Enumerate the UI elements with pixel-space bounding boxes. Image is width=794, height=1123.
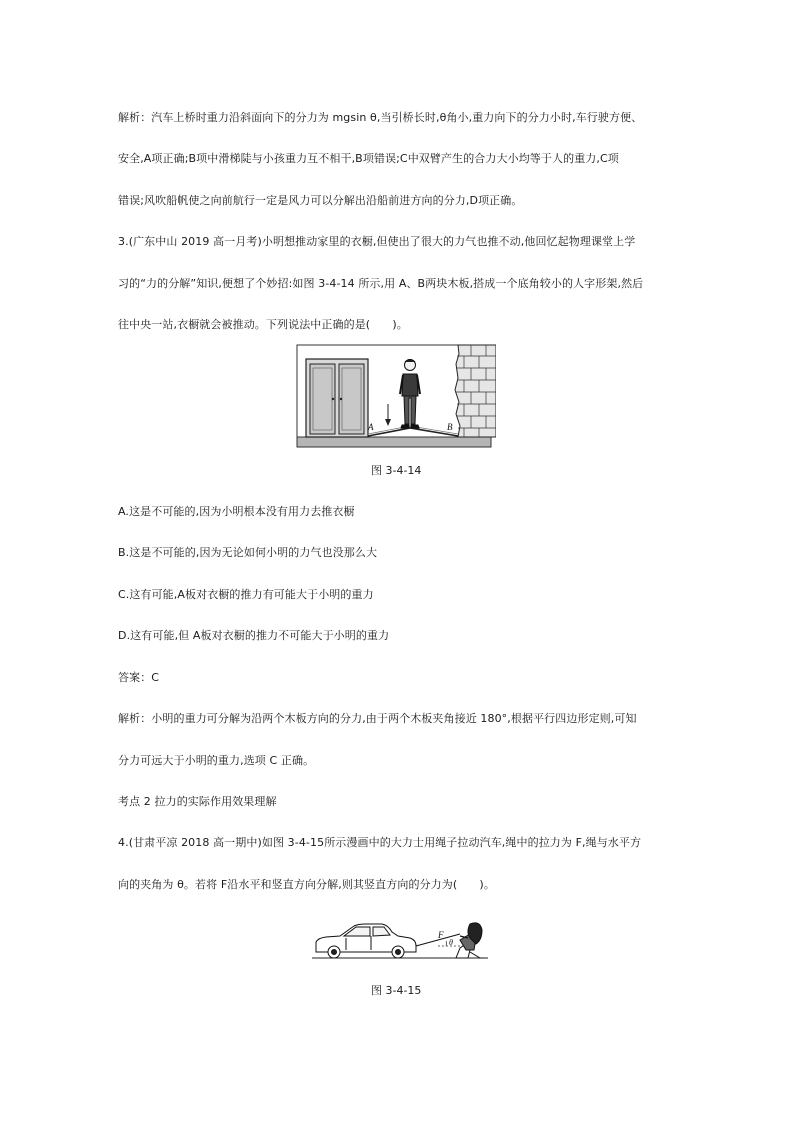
figure-3-4-14-caption: 图 3-4-14 — [371, 464, 422, 477]
figure-3-4-15-caption: 图 3-4-15 — [371, 984, 422, 997]
option-c: C.这有可能,A板对衣橱的推力有可能大于小明的重力 — [118, 588, 374, 601]
figure-3-4-15 — [310, 914, 490, 964]
question-4-line-1: 4.(甘肃平凉 2018 高一期中)如图 3-4-15所示漫画中的大力士用绳子拉动汽车,绳中的拉力为 F,绳与水平方 — [118, 836, 642, 849]
strongman — [456, 923, 484, 958]
question-3-line-3: 往中央一站,衣橱就会被推动。下列说法中正确的是( )。 — [118, 318, 408, 331]
question-4-line-2: 向的夹角为 θ。若将 F沿水平和竖直方向分解,则其竖直方向的分力为( )。 — [118, 878, 495, 891]
label-force-f: F — [438, 930, 444, 940]
figure-3-4-14 — [296, 344, 496, 450]
analysis-line-2: 安全,A项正确;B项中滑梯陡与小孩重力互不相干,B项错误;C中双臂产生的合力大小均等于人的重力,C项 — [118, 152, 619, 165]
label-a: A — [368, 422, 374, 432]
brick-wall — [455, 345, 496, 437]
option-d: D.这有可能,但 A板对衣橱的推力不可能大于小明的重力 — [118, 629, 390, 642]
question-3-line-2: 习的“力的分解”知识,便想了个妙招:如图 3-4-14 所示,用 A、B两块木板,搭成一个底角较小的人字形架,然后 — [118, 277, 644, 290]
wardrobe — [306, 359, 368, 437]
question-3-line-1: 3.(广东中山 2019 高一月考)小明想推动家里的衣橱,但使出了很大的力气也推不动,他回忆起物理课堂上学 — [118, 235, 636, 248]
floor — [297, 437, 491, 447]
q3-analysis-line-2: 分力可远大于小明的重力,选项 C 正确。 — [118, 754, 315, 767]
car — [316, 924, 416, 958]
section-title: 考点 2 拉力的实际作用效果理解 — [118, 795, 277, 808]
analysis-line-1: 解析：汽车上桥时重力沿斜面向下的分力为 mgsin θ,当引桥长时,θ角小,重力向下的分力小时,车行驶方便、 — [118, 111, 643, 124]
option-b: B.这是不可能的,因为无论如何小明的力气也没那么大 — [118, 546, 378, 559]
option-a: A.这是不可能的,因为小明根本没有用力去推衣橱 — [118, 505, 355, 518]
label-b: B — [447, 422, 453, 432]
q3-analysis-line-1: 解析：小明的重力可分解为沿两个木板方向的分力,由于两个木板夹角接近 180°,根据平行四边形定则,可知 — [118, 712, 637, 725]
analysis-line-3: 错误;风吹船帆使之向前航行一定是风力可以分解出沿船前进方向的分力,D项正确。 — [118, 194, 523, 207]
label-angle-theta: θ — [449, 938, 453, 947]
angle-arc — [446, 941, 447, 946]
answer: 答案：C — [118, 671, 160, 684]
